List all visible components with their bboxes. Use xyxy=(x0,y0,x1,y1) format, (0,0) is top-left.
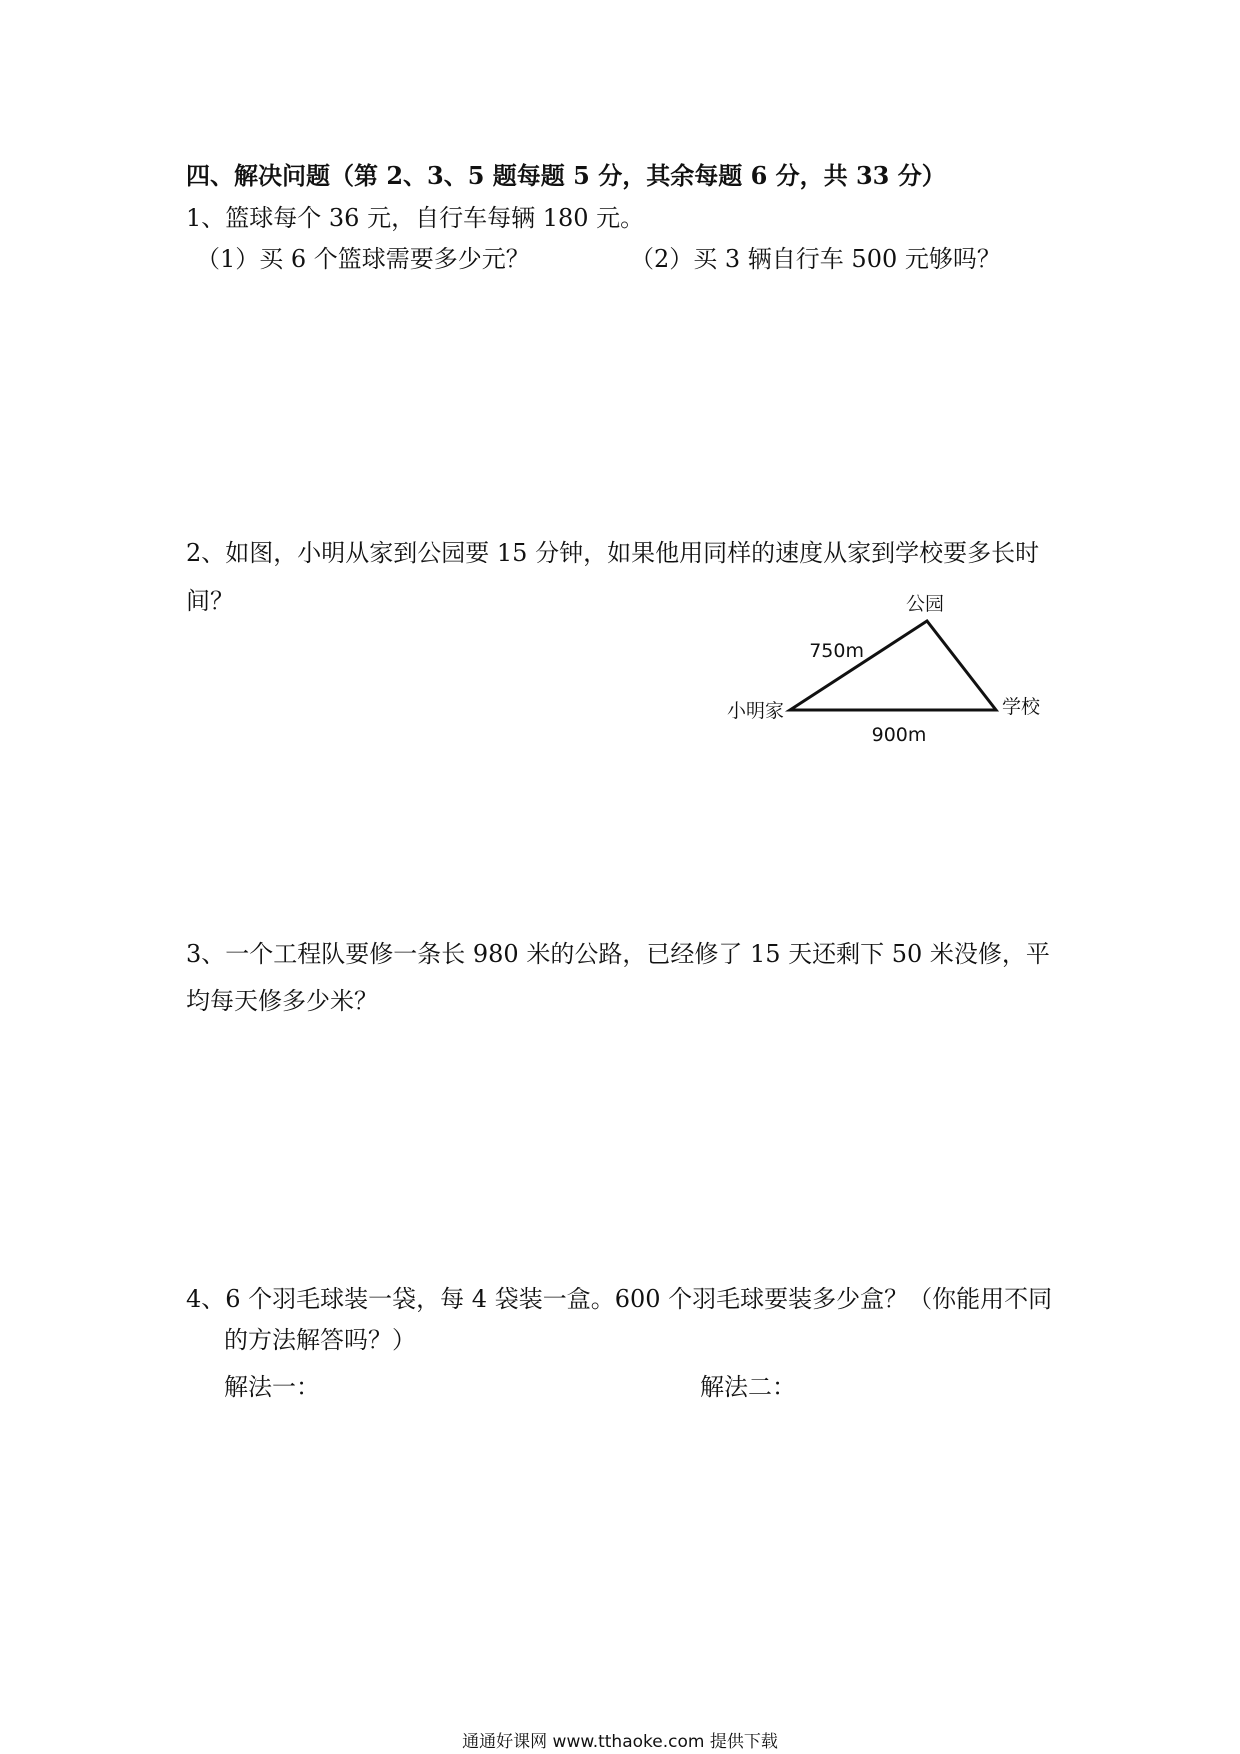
method-1-label: 解法一： xyxy=(224,1373,320,1401)
route-triangle-diagram xyxy=(700,590,1080,760)
question-3-stem-line-1: 3、一个工程队要修一条长 980 米的公路，已经修了 15 天还剩下 50 米没修，平 xyxy=(186,940,1050,968)
question-2-stem-line-1: 2、如图，小明从家到公园要 15 分钟，如果他用同样的速度从家到学校要多长时 xyxy=(186,539,1040,567)
home-label: 小明家 xyxy=(726,700,784,722)
question-1-sub-1: （1）买 6 个篮球需要多少元？ xyxy=(196,245,530,273)
question-4-stem-line-2: 的方法解答吗？） xyxy=(224,1326,416,1354)
section-title: 四、解决问题（第 2、3、5 题每题 5 分，其余每题 6 分，共 33 分） xyxy=(186,161,946,190)
question-1-sub-2: （2）买 3 辆自行车 500 元够吗？ xyxy=(630,245,1001,273)
park-label: 公园 xyxy=(905,593,945,615)
home-school-distance-label: 900m xyxy=(871,724,927,746)
school-label: 学校 xyxy=(1002,696,1041,718)
footer-credit: 通通好课网 www.tthaoke.com 提供下载 xyxy=(462,1732,778,1752)
route-triangle xyxy=(790,621,996,710)
home-park-distance-label: 750m xyxy=(809,640,864,662)
question-3-stem-line-2: 均每天修多少米？ xyxy=(186,987,378,1015)
question-4-stem-line-1: 4、6 个羽毛球装一袋，每 4 袋装一盒。600 个羽毛球要装多少盒？（你能用不同 xyxy=(186,1285,1053,1313)
question-2-stem-line-2: 间？ xyxy=(186,587,234,615)
method-2-label: 解法二： xyxy=(700,1373,796,1401)
question-1-stem: 1、篮球每个 36 元，自行车每辆 180 元。 xyxy=(186,204,645,232)
